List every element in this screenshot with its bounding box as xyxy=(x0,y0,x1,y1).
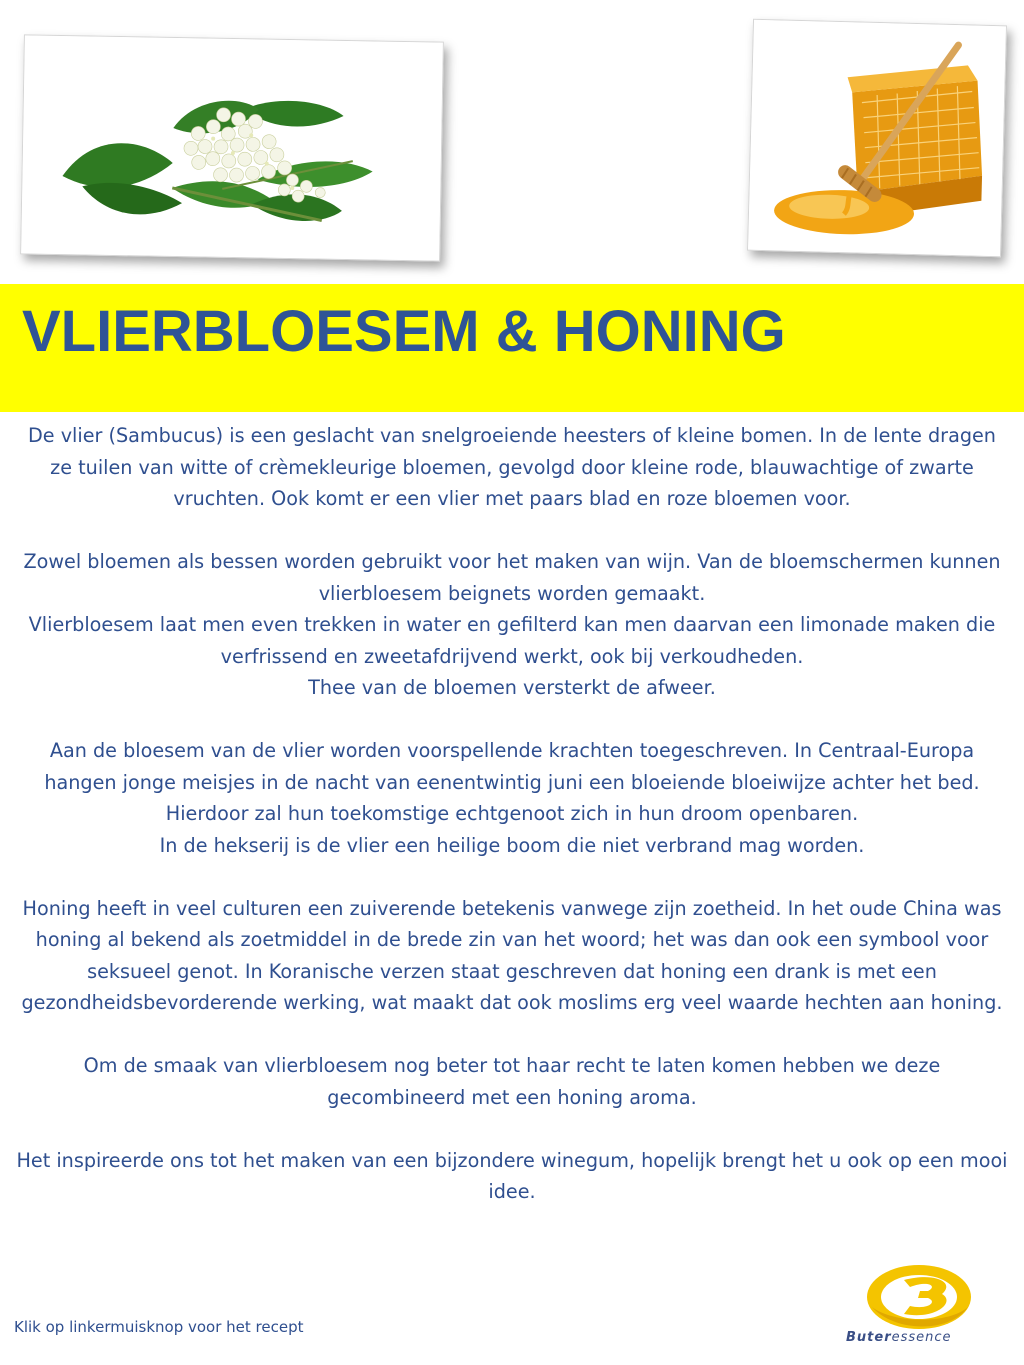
paragraph xyxy=(16,420,1008,515)
honeycomb-image-icon xyxy=(748,20,1006,257)
text-line: Zowel bloemen als bessen worden gebruikt voor het maken van wijn. Van de bloemschermen kunnen vlierbloesem beignets worden gemaakt. xyxy=(23,550,1001,605)
paragraph xyxy=(16,1050,1008,1113)
recipe-link[interactable]: Klik op linkermuisknop voor het recept xyxy=(14,1318,304,1336)
paragraph xyxy=(16,735,1008,861)
text-line: Het inspireerde ons tot het maken van een bijzondere winegum, hopelijk brengt het u ook op een mooi idee. xyxy=(16,1148,1008,1203)
text-line: Aan de bloesem van de vlier worden voorspellende krachten toegeschreven. In Centraal-Europa hangen jonge meisjes in de nacht van eenentwintig juni een bloeiende bloeiwijze achter het bed. Hierdoor zal hun toekomstige echtgenoot zich in hun droom openbaren. xyxy=(44,739,980,825)
paragraph xyxy=(16,893,1008,1019)
paragraph xyxy=(16,546,1008,704)
elderflower-photo xyxy=(20,34,444,261)
title-band xyxy=(0,284,1024,412)
paragraph xyxy=(16,1145,1008,1208)
text-line: Honing heeft in veel culturen een zuiverende betekenis vanwege zijn zoetheid. In het oude China was honing al bekend als zoetmiddel in de brede zin van het woord; het was dan ook een symbool voor seksueel genot. In Koranische verzen staat geschreven dat honing een drank is met een gezondheidsbevorderende werking, wat maakt dat ook moslims erg veel waarde hechten aan honing. xyxy=(21,896,1003,1014)
elderflower-image-icon xyxy=(21,35,443,260)
body-text xyxy=(16,420,1008,1208)
text-line: Thee van de bloemen versterkt de afweer. xyxy=(308,676,716,699)
text-line: In de hekserij is de vlier een heilige boom die niet verbrand mag worden. xyxy=(159,833,865,857)
buteressence-logo xyxy=(838,1262,998,1354)
b3-swoosh-logo-icon xyxy=(864,1262,974,1332)
text-line: Vlierbloesem laat men even trekken in water en gefilterd kan men daarvan een limonade maken die verfrissend en zweetafdrijvend werkt, ook bij verkoudheden. xyxy=(28,613,996,668)
logo-brand-bold: Buter xyxy=(846,1330,892,1345)
logo-brand-light: essence xyxy=(891,1330,952,1345)
text-line: De vlier (Sambucus) is een geslacht van snelgroeiende heesters of kleine bomen. In de lente dragen ze tuilen van witte of crèmekleurige bloemen, gevolgd door kleine rode, blauwachtige of zwarte vruchten. Ook komt er een vlier met paars blad en roze bloemen voor. xyxy=(28,424,996,510)
page-title: VLIERBLOESEM & HONING xyxy=(22,299,786,364)
text-line: Om de smaak van vlierbloesem nog beter tot haar recht te laten komen hebben we deze gecombineerd met een honing aroma. xyxy=(83,1054,941,1109)
logo-text xyxy=(846,1330,952,1345)
honeycomb-photo xyxy=(747,19,1007,258)
